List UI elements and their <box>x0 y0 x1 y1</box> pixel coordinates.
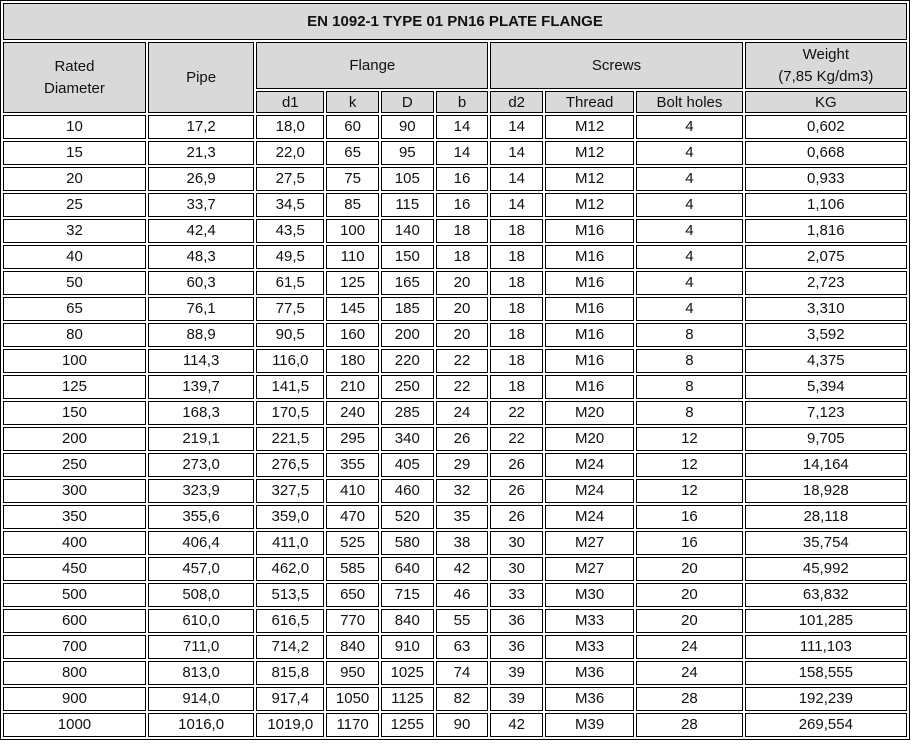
d1-cell: 221,5 <box>256 427 324 451</box>
b-cell: 82 <box>436 687 489 711</box>
bolt-holes-cell: 4 <box>636 193 742 217</box>
d1-cell: 116,0 <box>256 349 324 373</box>
k-cell: 210 <box>326 375 379 399</box>
weight-cell: 3,310 <box>745 297 907 321</box>
thread-cell: M16 <box>545 323 634 347</box>
pipe-cell: 42,4 <box>148 219 254 243</box>
table-row <box>3 505 907 529</box>
rated-diameter-cell: 32 <box>3 219 146 243</box>
weight-cell: 158,555 <box>745 661 907 685</box>
d2-cell: 30 <box>490 531 543 555</box>
d1-cell: 815,8 <box>256 661 324 685</box>
bolt-holes-cell: 12 <box>636 427 742 451</box>
bolt-holes-cell: 12 <box>636 453 742 477</box>
D-cell: 90 <box>381 115 434 139</box>
pipe-cell: 219,1 <box>148 427 254 451</box>
d1-cell: 43,5 <box>256 219 324 243</box>
thread-cell: M12 <box>545 115 634 139</box>
thread-cell: M16 <box>545 219 634 243</box>
rated-diameter-cell: 80 <box>3 323 146 347</box>
title-row <box>3 3 907 40</box>
bolt-holes-cell: 4 <box>636 115 742 139</box>
thread-cell: M12 <box>545 141 634 165</box>
weight-cell: 0,933 <box>745 167 907 191</box>
D-cell: 340 <box>381 427 434 451</box>
d2-cell: 14 <box>490 167 543 191</box>
bolt-holes-cell: 4 <box>636 167 742 191</box>
d1-cell: 327,5 <box>256 479 324 503</box>
k-cell: 1170 <box>326 713 379 737</box>
pipe-cell: 273,0 <box>148 453 254 477</box>
table-row <box>3 713 907 737</box>
rated-diameter-cell: 200 <box>3 427 146 451</box>
bolt-holes-cell: 12 <box>636 479 742 503</box>
d2-cell: 18 <box>490 245 543 269</box>
pipe-cell: 17,2 <box>148 115 254 139</box>
weight-cell: 101,285 <box>745 609 907 633</box>
thread-cell: M36 <box>545 661 634 685</box>
d2-cell: 18 <box>490 271 543 295</box>
table-row <box>3 583 907 607</box>
thread-cell: M16 <box>545 245 634 269</box>
k-cell: 240 <box>326 401 379 425</box>
table-row <box>3 115 907 139</box>
D-cell: 1025 <box>381 661 434 685</box>
header-kg: KG <box>745 91 907 113</box>
d1-cell: 276,5 <box>256 453 324 477</box>
D-cell: 715 <box>381 583 434 607</box>
pipe-cell: 139,7 <box>148 375 254 399</box>
d1-cell: 22,0 <box>256 141 324 165</box>
header-row-primary <box>3 42 907 89</box>
d1-cell: 714,2 <box>256 635 324 659</box>
header-d2: d2 <box>490 91 543 113</box>
d1-cell: 27,5 <box>256 167 324 191</box>
k-cell: 60 <box>326 115 379 139</box>
k-cell: 840 <box>326 635 379 659</box>
b-cell: 18 <box>436 219 489 243</box>
k-cell: 650 <box>326 583 379 607</box>
rated-diameter-cell: 300 <box>3 479 146 503</box>
rated-diameter-cell: 40 <box>3 245 146 269</box>
thread-cell: M16 <box>545 271 634 295</box>
header-rated-diameter <box>3 42 146 113</box>
pipe-cell: 914,0 <box>148 687 254 711</box>
rated-diameter-cell: 600 <box>3 609 146 633</box>
k-cell: 160 <box>326 323 379 347</box>
d1-cell: 411,0 <box>256 531 324 555</box>
table-title: EN 1092-1 TYPE 01 PN16 PLATE FLANGE <box>3 3 907 40</box>
D-cell: 460 <box>381 479 434 503</box>
pipe-cell: 60,3 <box>148 271 254 295</box>
d1-cell: 170,5 <box>256 401 324 425</box>
b-cell: 18 <box>436 245 489 269</box>
D-cell: 250 <box>381 375 434 399</box>
b-cell: 20 <box>436 297 489 321</box>
pipe-cell: 114,3 <box>148 349 254 373</box>
weight-cell: 14,164 <box>745 453 907 477</box>
pipe-cell: 355,6 <box>148 505 254 529</box>
pipe-cell: 813,0 <box>148 661 254 685</box>
bolt-holes-cell: 28 <box>636 713 742 737</box>
header-b: b <box>436 91 489 113</box>
weight-cell: 2,723 <box>745 271 907 295</box>
d2-cell: 36 <box>490 635 543 659</box>
k-cell: 1050 <box>326 687 379 711</box>
bolt-holes-cell: 20 <box>636 557 742 581</box>
weight-cell: 269,554 <box>745 713 907 737</box>
thread-cell: M16 <box>545 375 634 399</box>
pipe-cell: 406,4 <box>148 531 254 555</box>
d2-cell: 18 <box>490 219 543 243</box>
b-cell: 46 <box>436 583 489 607</box>
bolt-holes-cell: 16 <box>636 505 742 529</box>
b-cell: 14 <box>436 141 489 165</box>
D-cell: 1255 <box>381 713 434 737</box>
thread-cell: M36 <box>545 687 634 711</box>
thread-cell: M33 <box>545 635 634 659</box>
D-cell: 150 <box>381 245 434 269</box>
k-cell: 470 <box>326 505 379 529</box>
table-row <box>3 323 907 347</box>
d1-cell: 141,5 <box>256 375 324 399</box>
table-row <box>3 557 907 581</box>
table-row <box>3 453 907 477</box>
k-cell: 585 <box>326 557 379 581</box>
pipe-cell: 508,0 <box>148 583 254 607</box>
table-row <box>3 193 907 217</box>
b-cell: 16 <box>436 167 489 191</box>
weight-cell: 111,103 <box>745 635 907 659</box>
bolt-holes-cell: 8 <box>636 323 742 347</box>
D-cell: 520 <box>381 505 434 529</box>
d2-cell: 36 <box>490 609 543 633</box>
D-cell: 1125 <box>381 687 434 711</box>
pipe-cell: 48,3 <box>148 245 254 269</box>
rated-diameter-cell: 400 <box>3 531 146 555</box>
rated-diameter-cell: 125 <box>3 375 146 399</box>
k-cell: 295 <box>326 427 379 451</box>
header-d1: d1 <box>256 91 324 113</box>
D-cell: 640 <box>381 557 434 581</box>
table-row <box>3 271 907 295</box>
k-cell: 75 <box>326 167 379 191</box>
k-cell: 180 <box>326 349 379 373</box>
weight-cell: 3,592 <box>745 323 907 347</box>
d1-cell: 77,5 <box>256 297 324 321</box>
pipe-cell: 323,9 <box>148 479 254 503</box>
header-screws: Screws <box>490 42 742 89</box>
header-rated-diameter-line1: Rated <box>54 57 95 75</box>
d2-cell: 30 <box>490 557 543 581</box>
b-cell: 26 <box>436 427 489 451</box>
bolt-holes-cell: 4 <box>636 297 742 321</box>
thread-cell: M16 <box>545 297 634 321</box>
d2-cell: 39 <box>490 687 543 711</box>
thread-cell: M24 <box>545 453 634 477</box>
b-cell: 14 <box>436 115 489 139</box>
d2-cell: 14 <box>490 141 543 165</box>
weight-cell: 9,705 <box>745 427 907 451</box>
rated-diameter-cell: 25 <box>3 193 146 217</box>
thread-cell: M24 <box>545 505 634 529</box>
thread-cell: M30 <box>545 583 634 607</box>
D-cell: 185 <box>381 297 434 321</box>
rated-diameter-cell: 20 <box>3 167 146 191</box>
b-cell: 90 <box>436 713 489 737</box>
weight-cell: 1,106 <box>745 193 907 217</box>
table-row <box>3 219 907 243</box>
pipe-cell: 76,1 <box>148 297 254 321</box>
b-cell: 24 <box>436 401 489 425</box>
table-row <box>3 245 907 269</box>
table-row <box>3 141 907 165</box>
D-cell: 105 <box>381 167 434 191</box>
weight-cell: 35,754 <box>745 531 907 555</box>
header-k: k <box>326 91 379 113</box>
rated-diameter-cell: 65 <box>3 297 146 321</box>
weight-cell: 0,668 <box>745 141 907 165</box>
weight-cell: 2,075 <box>745 245 907 269</box>
header-weight-line1: Weight <box>802 45 850 63</box>
table-row <box>3 349 907 373</box>
d2-cell: 39 <box>490 661 543 685</box>
weight-cell: 1,816 <box>745 219 907 243</box>
k-cell: 85 <box>326 193 379 217</box>
D-cell: 840 <box>381 609 434 633</box>
d2-cell: 18 <box>490 297 543 321</box>
thread-cell: M12 <box>545 167 634 191</box>
header-weight-line2: (7,85 Kg/dm3) <box>778 67 874 85</box>
pipe-cell: 168,3 <box>148 401 254 425</box>
header-bolt-holes: Bolt holes <box>636 91 742 113</box>
k-cell: 950 <box>326 661 379 685</box>
rated-diameter-cell: 800 <box>3 661 146 685</box>
D-cell: 200 <box>381 323 434 347</box>
weight-cell: 18,928 <box>745 479 907 503</box>
b-cell: 29 <box>436 453 489 477</box>
thread-cell: M20 <box>545 401 634 425</box>
b-cell: 35 <box>436 505 489 529</box>
rated-diameter-cell: 15 <box>3 141 146 165</box>
d1-cell: 462,0 <box>256 557 324 581</box>
pipe-cell: 26,9 <box>148 167 254 191</box>
pipe-cell: 457,0 <box>148 557 254 581</box>
thread-cell: M39 <box>545 713 634 737</box>
table-row <box>3 401 907 425</box>
d1-cell: 1019,0 <box>256 713 324 737</box>
b-cell: 55 <box>436 609 489 633</box>
header-thread: Thread <box>545 91 634 113</box>
pipe-cell: 21,3 <box>148 141 254 165</box>
table-row <box>3 427 907 451</box>
weight-cell: 5,394 <box>745 375 907 399</box>
k-cell: 65 <box>326 141 379 165</box>
rated-diameter-cell: 450 <box>3 557 146 581</box>
table-row <box>3 297 907 321</box>
thread-cell: M20 <box>545 427 634 451</box>
bolt-holes-cell: 4 <box>636 141 742 165</box>
D-cell: 95 <box>381 141 434 165</box>
b-cell: 74 <box>436 661 489 685</box>
bolt-holes-cell: 4 <box>636 271 742 295</box>
d1-cell: 359,0 <box>256 505 324 529</box>
b-cell: 32 <box>436 479 489 503</box>
d2-cell: 18 <box>490 349 543 373</box>
rated-diameter-cell: 1000 <box>3 713 146 737</box>
rated-diameter-cell: 150 <box>3 401 146 425</box>
header-rated-diameter-line2: Diameter <box>44 79 105 97</box>
pipe-cell: 711,0 <box>148 635 254 659</box>
d2-cell: 22 <box>490 427 543 451</box>
table-row <box>3 609 907 633</box>
weight-cell: 192,239 <box>745 687 907 711</box>
pipe-cell: 610,0 <box>148 609 254 633</box>
D-cell: 285 <box>381 401 434 425</box>
d2-cell: 26 <box>490 453 543 477</box>
table-row <box>3 661 907 685</box>
header-D: D <box>381 91 434 113</box>
table-row <box>3 531 907 555</box>
k-cell: 145 <box>326 297 379 321</box>
weight-cell: 63,832 <box>745 583 907 607</box>
d2-cell: 42 <box>490 713 543 737</box>
d1-cell: 90,5 <box>256 323 324 347</box>
thread-cell: M27 <box>545 557 634 581</box>
rated-diameter-cell: 50 <box>3 271 146 295</box>
d2-cell: 22 <box>490 401 543 425</box>
bolt-holes-cell: 8 <box>636 349 742 373</box>
k-cell: 525 <box>326 531 379 555</box>
k-cell: 125 <box>326 271 379 295</box>
d2-cell: 18 <box>490 323 543 347</box>
pipe-cell: 1016,0 <box>148 713 254 737</box>
D-cell: 910 <box>381 635 434 659</box>
bolt-holes-cell: 20 <box>636 609 742 633</box>
D-cell: 220 <box>381 349 434 373</box>
pipe-cell: 33,7 <box>148 193 254 217</box>
k-cell: 355 <box>326 453 379 477</box>
d1-cell: 61,5 <box>256 271 324 295</box>
table-row <box>3 687 907 711</box>
D-cell: 115 <box>381 193 434 217</box>
d2-cell: 33 <box>490 583 543 607</box>
b-cell: 16 <box>436 193 489 217</box>
b-cell: 63 <box>436 635 489 659</box>
header-flange: Flange <box>256 42 488 89</box>
rated-diameter-cell: 700 <box>3 635 146 659</box>
bolt-holes-cell: 20 <box>636 583 742 607</box>
d1-cell: 616,5 <box>256 609 324 633</box>
pipe-cell: 88,9 <box>148 323 254 347</box>
b-cell: 20 <box>436 271 489 295</box>
D-cell: 405 <box>381 453 434 477</box>
bolt-holes-cell: 4 <box>636 245 742 269</box>
table-row <box>3 375 907 399</box>
table-row <box>3 167 907 191</box>
table-row <box>3 479 907 503</box>
bolt-holes-cell: 24 <box>636 635 742 659</box>
d1-cell: 18,0 <box>256 115 324 139</box>
weight-cell: 4,375 <box>745 349 907 373</box>
bolt-holes-cell: 16 <box>636 531 742 555</box>
weight-cell: 28,118 <box>745 505 907 529</box>
k-cell: 770 <box>326 609 379 633</box>
d2-cell: 18 <box>490 375 543 399</box>
bolt-holes-cell: 24 <box>636 661 742 685</box>
table-row <box>3 635 907 659</box>
rated-diameter-cell: 100 <box>3 349 146 373</box>
header-weight <box>745 42 907 89</box>
header-pipe: Pipe <box>148 42 254 113</box>
d2-cell: 26 <box>490 505 543 529</box>
bolt-holes-cell: 8 <box>636 401 742 425</box>
rated-diameter-cell: 350 <box>3 505 146 529</box>
b-cell: 22 <box>436 375 489 399</box>
weight-cell: 7,123 <box>745 401 907 425</box>
b-cell: 38 <box>436 531 489 555</box>
thread-cell: M16 <box>545 349 634 373</box>
thread-cell: M27 <box>545 531 634 555</box>
thread-cell: M12 <box>545 193 634 217</box>
D-cell: 580 <box>381 531 434 555</box>
thread-cell: M33 <box>545 609 634 633</box>
thread-cell: M24 <box>545 479 634 503</box>
rated-diameter-cell: 500 <box>3 583 146 607</box>
rated-diameter-cell: 10 <box>3 115 146 139</box>
weight-cell: 45,992 <box>745 557 907 581</box>
b-cell: 42 <box>436 557 489 581</box>
D-cell: 165 <box>381 271 434 295</box>
bolt-holes-cell: 28 <box>636 687 742 711</box>
b-cell: 22 <box>436 349 489 373</box>
b-cell: 20 <box>436 323 489 347</box>
d2-cell: 14 <box>490 115 543 139</box>
d1-cell: 49,5 <box>256 245 324 269</box>
bolt-holes-cell: 8 <box>636 375 742 399</box>
weight-cell: 0,602 <box>745 115 907 139</box>
k-cell: 410 <box>326 479 379 503</box>
d2-cell: 26 <box>490 479 543 503</box>
d2-cell: 14 <box>490 193 543 217</box>
D-cell: 140 <box>381 219 434 243</box>
rated-diameter-cell: 250 <box>3 453 146 477</box>
d1-cell: 34,5 <box>256 193 324 217</box>
k-cell: 110 <box>326 245 379 269</box>
rated-diameter-cell: 900 <box>3 687 146 711</box>
d1-cell: 513,5 <box>256 583 324 607</box>
k-cell: 100 <box>326 219 379 243</box>
d1-cell: 917,4 <box>256 687 324 711</box>
bolt-holes-cell: 4 <box>636 219 742 243</box>
